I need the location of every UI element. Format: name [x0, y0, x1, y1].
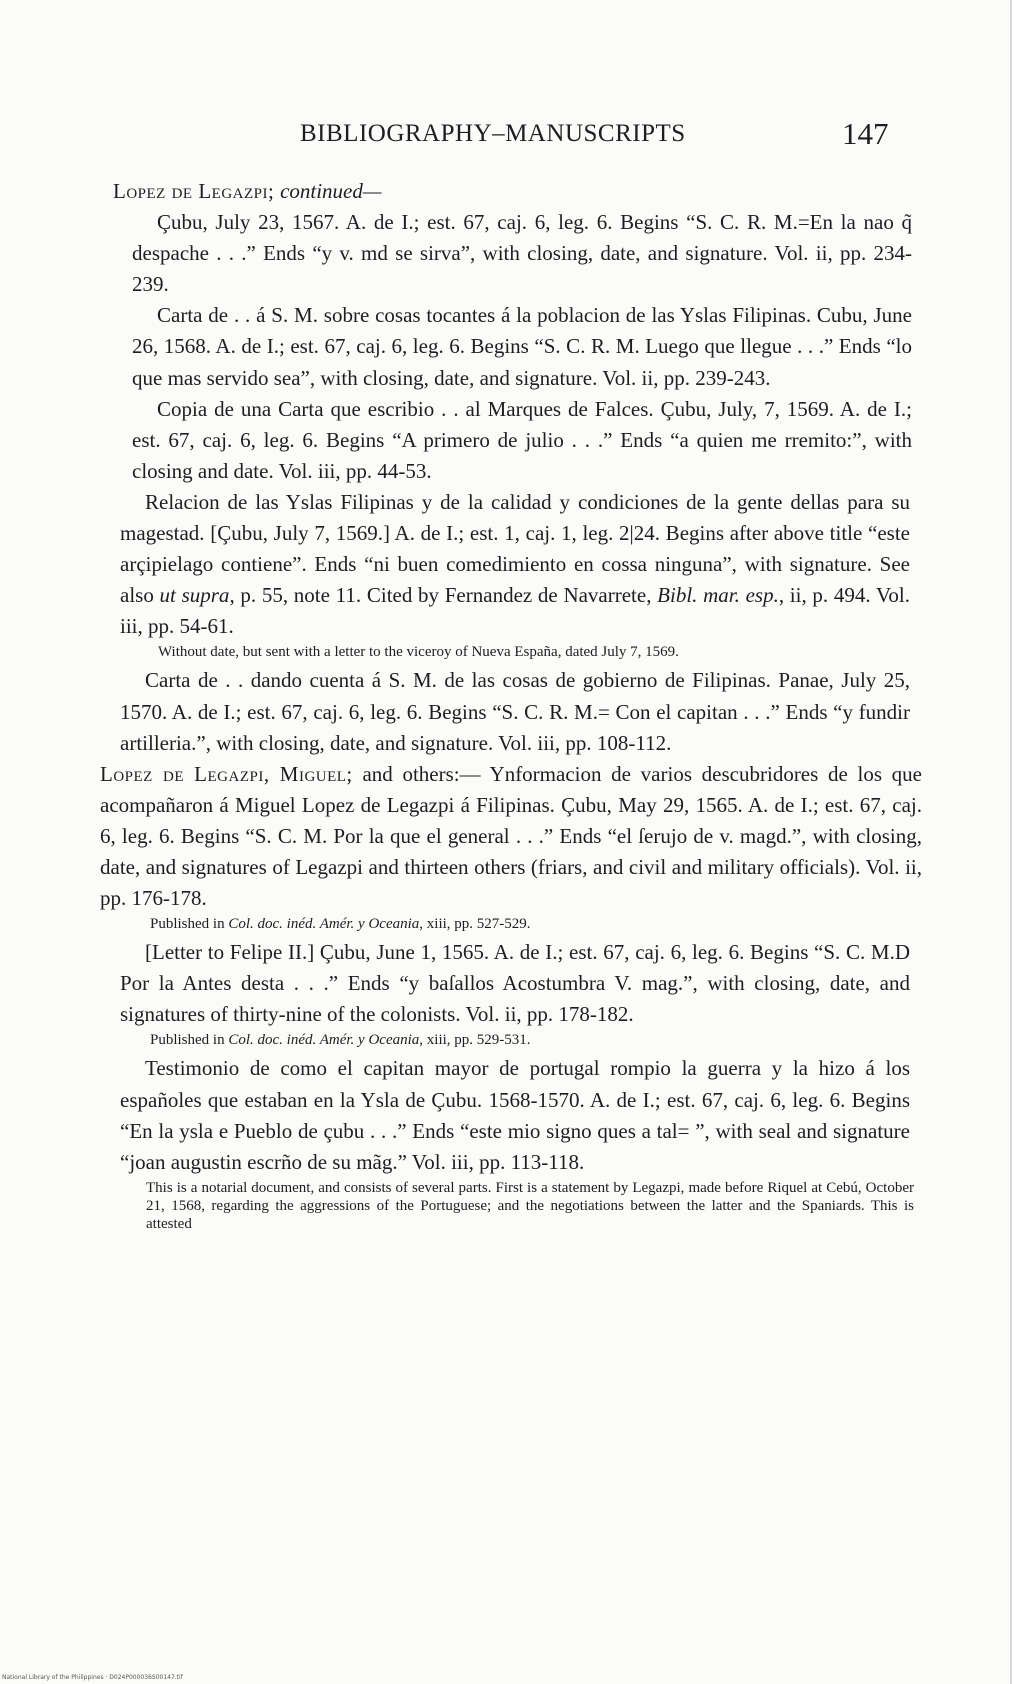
entry-copia-carta-1569: Copia de una Carta que escribio . . al Marques de Falces. Çubu, July, 7, 1569. A. de I.; est. 67, caj. 6, leg. 6. Begins “A primero de julio . . .” Ends “a quien me rremito:”, with closing and date. Vol. iii, pp. 44-53. — [132, 396, 912, 483]
entry-carta-1570: Carta de . . dando cuenta á S. M. de las cosas de gobierno de Filipinas. Panae, July 25, 1570. A. de I.; est. 67, caj. 6, leg. 6. Begins “S. C. R. M.= Con el capitan . . .” Ends “y fundir artilleria.”, with closing, date, and signature. Vol. iii, pp. 108-112. — [120, 668, 910, 755]
entry-relacion-text-b: , p. 55, note 11. Cited by Fernandez de Navarrete, — [229, 583, 658, 608]
running-header-title: BIBLIOGRAPHY–MANUSCRIPTS — [300, 120, 686, 147]
entry-relacion-text-c: , ii, p. 494. Vol. iii, pp. 54-61. — [120, 583, 911, 639]
page-number: 147 — [842, 116, 889, 151]
entry-testimonio-note: This is a notarial document, and consists of several parts. First is a statement by Legazpi, made before Riquel at Cebú, October 21, 1568, regarding the aggressions of the Portuguese; and the negotiations between the latter and the Spaniards. This is attested — [146, 1179, 914, 1232]
entry-letter-felipe-1565: [Letter to Felipe II.] Çubu, June 1, 1565. A. de I.; est. 67, caj. 6, leg. 6. Begins “S. C. M.D Por la Antes desta . . .” Ends “y baſallos Acostumbra V. mag.”, with closing, date, and signatures of thirty-nine of the colonists. Vol. ii, pp. 178-182. — [120, 940, 910, 1027]
entry-ynformacion-1565 — [100, 759, 922, 914]
entry-relacion-note: Without date, but sent with a letter to the viceroy of Nueva España, dated July 7, 1569. — [158, 644, 679, 661]
entry-ynformacion-text: and others:— Ynformacion de varios descubridores de los que acompañaron á Miguel Lopez de Legazpi á Filipinas. Çubu, May 29, 1565. A. de I.; est. 67, caj. 6, leg. 6. Begins “S. C. M. Por la que el general . . .” Ends “el ſerujo de v. magd.”, with closing, date, and signatures of Legazpi and thirteen others (friars, and civil and military officials). Vol. ii, pp. 176-178. — [100, 761, 922, 911]
entry-carta-1568: Carta de . . á S. M. sobre cosas tocantes á la poblacion de las Yslas Filipinas. Cubu, June 26, 1568. A. de I.; est. 67, caj. 6, leg. 6. Begins “S. C. R. M. Luego que llegue . . .” Ends “lo que mas servido sea”, with closing, date, and signature. Vol. ii, pp. 239-243. — [132, 303, 912, 390]
scan-footer-stamp: National Library of the Philippines · D024P000036S00147.tif — [2, 1674, 183, 1681]
entry-testimonio-1568: Testimonio de como el capitan mayor de portugal rompio la guerra y la hizo á los españoles que estaban en la Ysla de Çubu. 1568-1570. A. de I.; est. 67, caj. 6, leg. 6. Begins “En la ysla e Pueblo de çubu . . .” Ends “este mio signo ques a tal= ”, with seal and signature “joan augustin escrño de su mãg.” Vol. iii, pp. 113-118. — [120, 1056, 910, 1174]
entry-cubu-1567: Çubu, July 23, 1567. A. de I.; est. 67, caj. 6, leg. 6. Begins “S. C. R. M.=En la nao q̃ despache . . .” Ends “y v. md se sirva”, with closing, date, and signature. Vol. ii, pp. 234-239. — [132, 210, 912, 297]
entry-letter-felipe-note: Published in Col. doc. inéd. Amér. y Oceania, xiii, pp. 529-531. — [150, 1032, 531, 1049]
author-name: Lopez de Legazpi; — [113, 179, 281, 203]
entry-relacion-italic-b: Bibl. mar. esp. — [657, 583, 779, 608]
entry-relacion-1569 — [120, 487, 910, 642]
scan-margin — [1010, 0, 1031, 1684]
entry-relacion-text-a: Relacion de las Yslas Filipinas y de la calidad y condiciones de la gente dellas para su magestad. [Çubu, July 7, 1569.] A. de I.; est. 1, caj. 1, leg. 2|24. Begins after above title “este arçipielago contiene”. Ends “ni buen comedimiento en cossa ninguna”, with signature. See also — [120, 489, 910, 608]
entry-ynformacion-note: Published in Col. doc. inéd. Amér. y Oceania, xiii, pp. 527-529. — [150, 916, 531, 933]
continued-label: continued— — [280, 179, 382, 203]
page-body — [0, 176, 1010, 1237]
entry-heading-legazpi-continued — [113, 176, 913, 207]
author-name-miguel: Lopez de Legazpi, Miguel; — [100, 761, 353, 786]
entry-relacion-italic-a: ut supra — [159, 583, 230, 608]
